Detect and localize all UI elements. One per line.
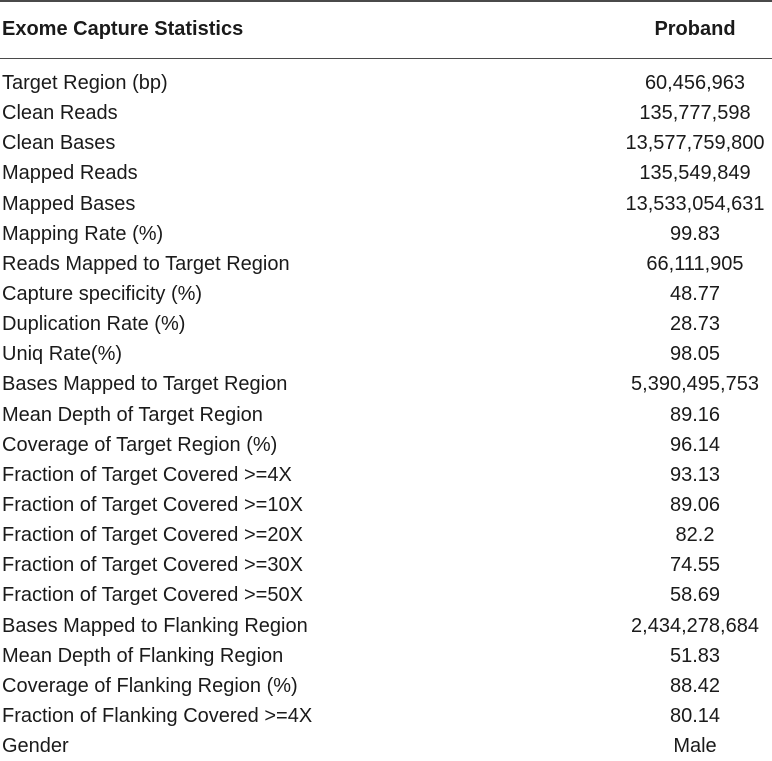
table-row (0, 158, 772, 188)
row-value: 96.14 (669, 433, 721, 456)
row-label: Mean Depth of Flanking Region (2, 644, 284, 667)
table-row (0, 249, 772, 279)
row-value: 98.05 (669, 343, 721, 366)
table-row (0, 550, 772, 580)
row-label: Clean Reads (2, 102, 118, 125)
row-label: Mapping Rate (%) (2, 222, 164, 245)
row-value: 74.55 (669, 554, 721, 577)
table-row (0, 219, 772, 249)
row-label: Coverage of Flanking Region (%) (2, 674, 298, 697)
table-row (0, 279, 772, 309)
row-label: Mapped Reads (2, 162, 138, 185)
table-row (0, 490, 772, 520)
row-label: Duplication Rate (%) (2, 313, 186, 336)
row-label: Uniq Rate(%) (2, 343, 123, 366)
row-value: 51.83 (669, 644, 721, 667)
row-value: 89.16 (669, 403, 721, 426)
table-row (0, 641, 772, 671)
row-value: 2,434,278,684 (631, 614, 759, 637)
row-value: 58.69 (669, 584, 721, 607)
table-row (0, 339, 772, 369)
column-header-statistic: Exome Capture Statistics (2, 18, 244, 40)
table-row (0, 731, 772, 761)
row-label: Fraction of Flanking Covered >=4X (2, 704, 313, 727)
row-label: Fraction of Target Covered >=10X (2, 493, 303, 516)
table-row (0, 68, 772, 98)
row-label: Mapped Bases (2, 192, 136, 215)
row-label: Reads Mapped to Target Region (2, 252, 290, 275)
table-row (0, 701, 772, 731)
row-value: 93.13 (669, 463, 721, 486)
row-label: Capture specificity (%) (2, 282, 203, 305)
table-row (0, 189, 772, 219)
table-row (0, 98, 772, 128)
row-label: Fraction of Target Covered >=20X (2, 524, 303, 547)
row-value: Male (673, 735, 717, 758)
row-value: 5,390,495,753 (631, 373, 759, 396)
column-header-proband: Proband (654, 18, 736, 40)
row-label: Coverage of Target Region (%) (2, 433, 278, 456)
row-value: 28.73 (669, 313, 721, 336)
row-label: Fraction of Target Covered >=50X (2, 584, 303, 607)
row-value: 48.77 (669, 282, 721, 305)
row-value: 80.14 (669, 704, 721, 727)
table-row (0, 309, 772, 339)
row-value: 135,777,598 (639, 102, 751, 125)
row-value: 13,533,054,631 (625, 192, 765, 215)
row-value: 135,549,849 (639, 162, 751, 185)
row-value: 89.06 (669, 493, 721, 516)
row-label: Bases Mapped to Target Region (2, 373, 288, 396)
table-row (0, 611, 772, 641)
row-label: Fraction of Target Covered >=30X (2, 554, 303, 577)
table-row (0, 671, 772, 701)
table-row (0, 369, 772, 399)
table-row (0, 430, 772, 460)
table-body (0, 68, 772, 761)
table-row (0, 128, 772, 158)
row-label: Clean Bases (2, 132, 116, 155)
row-value: 88.42 (669, 674, 721, 697)
row-value: 60,456,963 (644, 72, 746, 94)
row-value: 66,111,905 (646, 252, 744, 275)
row-label: Target Region (bp) (2, 72, 168, 94)
table-row (0, 460, 772, 490)
row-value: 99.83 (669, 222, 721, 245)
row-value: 13,577,759,800 (625, 132, 765, 155)
row-label: Fraction of Target Covered >=4X (2, 463, 292, 486)
table-row (0, 580, 772, 610)
row-value: 82.2 (675, 524, 715, 547)
row-label: Bases Mapped to Flanking Region (2, 614, 308, 637)
table-header-rule (0, 58, 772, 59)
row-label: Mean Depth of Target Region (2, 403, 263, 426)
table-row (0, 520, 772, 550)
row-label: Gender (2, 735, 69, 758)
table-header (0, 0, 772, 58)
table-row (0, 400, 772, 430)
